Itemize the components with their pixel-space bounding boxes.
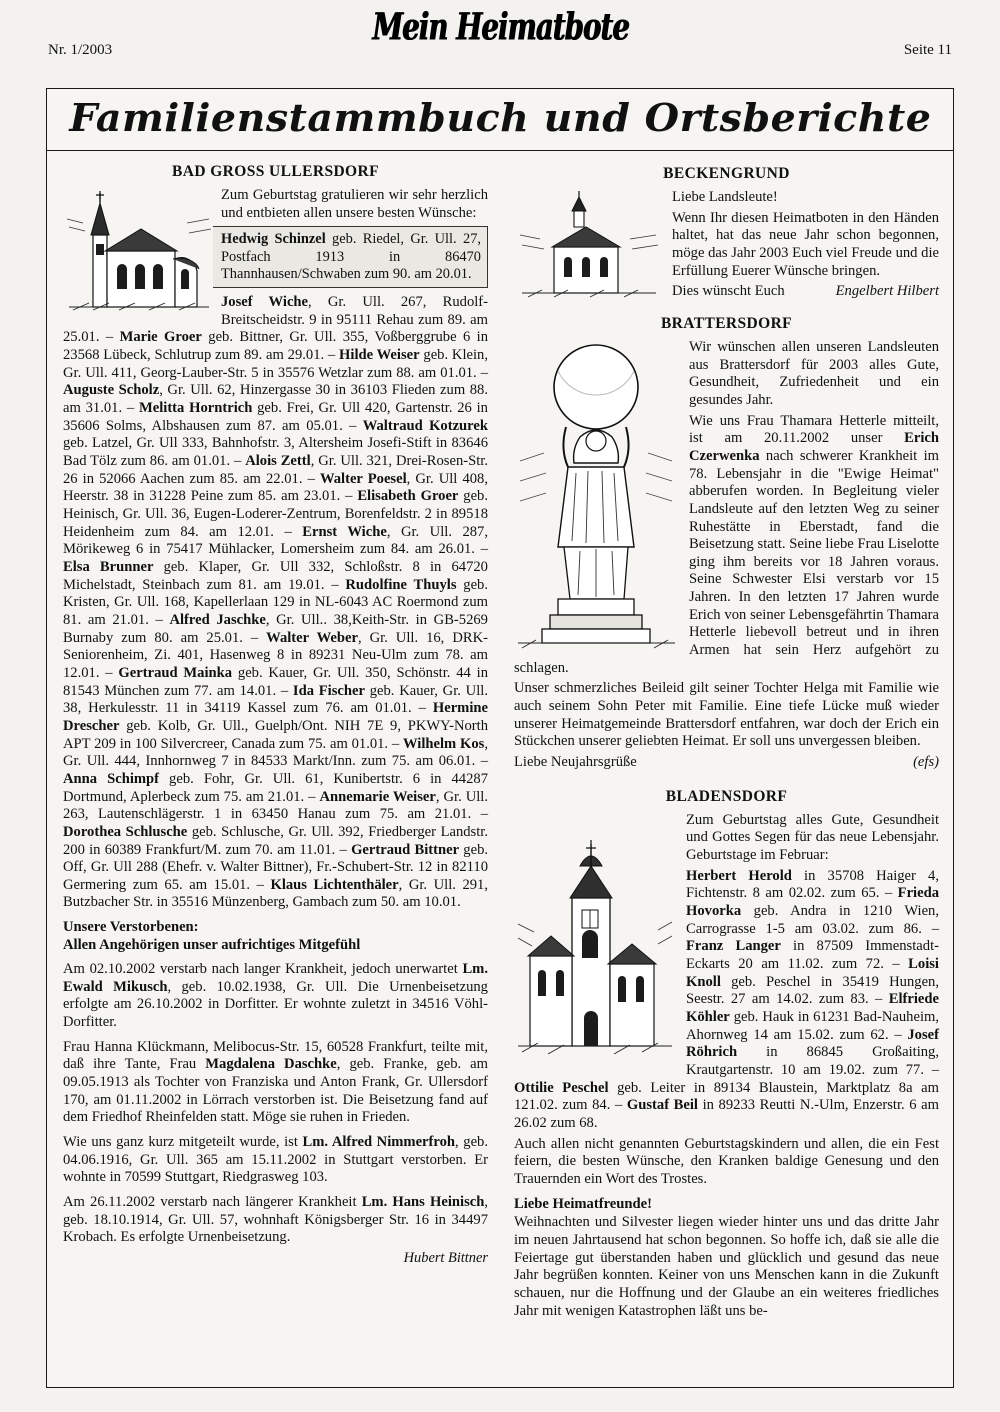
issue-number: Nr. 1/2003 [48,42,113,58]
atlas-statue-engraving-icon [514,341,679,651]
highlighted-birthday-name: Hedwig Schinzel [221,231,326,248]
section-heading-bad-gross-ullersdorf: BAD GROSS ULLERSDORF [172,163,379,180]
deceased-entry-1: Am 02.10.2002 verstarb nach langer Krankheit, jedoch unerwartet Lm. Ewald Mikusch, geb. 10.02.1938, Gr. Ull. Die Urnenbeisetzung erfolgte am 26.10.2002 in Dorfitter. Er wohnte zuletzt in 34516 Vöhl-Dorfitter. [63,961,488,1031]
left-column [47,153,500,1385]
bladensdorf-birthday-list: Herbert Herold in 35708 Haiger 4, Fichtenstr. 8 am 02.02. zum 65. – Frieda Hovorka geb. Andra in 1210 Wien, Carrograsse 1-5 am 03.02. zum 86. – Franz Langer in 87509 Immenstadt-Eckarts 20 am 11.02. zum 72. – Loisi Knoll geb. Peschel in 35419 Hungen, Seestr. 27 am 14.02. zum 83. – Elfriede Köhler geb. Hauk in 61231 Bad-Nauheim, Ahornweg 14 am 15.02. zum 62. – Josef Röhrich in 86845 Großaiting, Krautgartenstr. 10 am 19.02. zum 77. – Ottilie Peschel geb. Leiter in 89134 Blaustein, Marktplatz 8a am 121.02. zum 84. – Gustaf Beil in 89233 Reutti N.-Ulm, Enzerstr. 6 am 26.02 zum 68. [514,867,939,1131]
bladensdorf-paragraph-1: Zum Geburtstag alles Gute, Gesundheit und Gottes Segen für das neue Lebensjahr. Geburtstage im Februar: [686,811,939,863]
church-engraving-icon [63,189,213,311]
left-column-signature: Hubert Bittner [403,1249,488,1266]
highlighted-birthday-details: geb. Riedel, Gr. Ull. 27, Postfach 1913 in 86470 Thannhausen/Schwaben zum 90. am 20.01. [221,231,481,282]
brattersdorf-signature: (efs) [913,754,939,771]
brattersdorf-paragraph-2: Wie uns Frau Thamara Hetterle mitteilt, ist am 20.11.2002 unser Erich Czerwenka nach schwerer Krankheit im 78. Lebensjahr in die "Ewige Heimat" abberufen worden. In Begleitung vieler Landsleute auf den letzten Weg zu seiner Ruhestätte in Eberstadt, fand die Beisetzung statt. Seine liebe Frau Liselotte ging ihm bereits vor 18 Jahren voraus. Seine Schwester Elsi verstarb vor 15 Jahren. In den letzten 17 Jahren wurde Erich von seiner Lebensgefährtin Thamara Hetterle liebevoll betreut und in ihren Armen hat sein Herz aufgehört zu schlagen. [514,412,939,676]
deceased-entry-4: Am 26.11.2002 verstarb nach längerer Krankheit Lm. Hans Heinisch, geb. 18.10.1914, Gr. Ull. 57, wohnhaft Königsberger Str. 16 in 34497 Krobach. Es erfolgte Urnenbeisetzung. [63,1194,488,1246]
beckengrund-signature: Engelbert Hilbert [835,283,939,300]
deceased-entry-2: Frau Hanna Klückmann, Melibocus-Str. 15, 60528 Frankfurt, teilte mit, daß ihre Tante, Frau Magdalena Daschke, geb. Franke, geb. am 09.05.1913 als Tochter von Franziska und Anton Frank, Gr. Ullersdorf 170, am 01.11.2002 in Lörrach verstorben ist. Die Beisetzung fand auf dem Friedhof Rheinfelden statt. Möge sie ruhen in Frieden. [63,1038,489,1126]
birthday-list: Josef Wiche, Gr. Ull. 267, Rudolf-Breitscheidstr. 9 in 95111 Rehau zum 89. am 25.01. – Marie Groer geb. Bittner, Gr. Ull. 355, Voßberggrube 6 in 23568 Lübeck, Schlutrup zum 89. am 29.01. – Hilde Weiser geb. Klein, Gr. Ull. 411, Georg-Lauber-Str. 5 in 35576 Wetzlar zum 88. am 01.01. – Auguste Scholz, Gr. Ull. 62, Hinzergasse 30 in 36103 Flieden zum 88. am 31.01. – Melitta Horntrich geb. Frei, Gr. Ull 420, Gartenstr. 26 in 35606 Solms, Albshausen zum 87. am 05.01. – Waltraud Kotzurek geb. Latzel, Gr. Ull 333, Bahnhofstr. 3, Altersheim Josefi-Stift in 83646 Bad Tölz zum 86. am 01.01. – Alois Zettl, Gr. Ull. 321, Drei-Rosen-Str. 26 in 52066 Aachen zum 85. am 22.01. – Walter Poesel, Gr. Ull 408, Heerstr. 38 in 31228 Peine zum 85. am 23.01. – Elisabeth Groer geb. Heinisch, Gr. Ull. 36, Eugen-Loderer-Zentrum, Borenfeldstr. 2 in 89518 Heidenheim zum 84. am 12.01. – Ernst Wiche, Gr. Ull. 287, Mörikeweg 6 in 75417 Mühlacker, Lomersheim zum 84. am 26.01. – Elsa Brunner geb. Klaper, Gr. Ull 332, Schloßstr. 8 in 64720 Michelstadt, Steinbach zum 81. am 19.01. – Rudolfine Thuyls geb. Kristen, Gr. Ull. 168, Kapellerlaan 129 in NL-6043 AC Roermond zum 81. am 21.01. – Alfred Jaschke, Gr. Ull.. 38,Keith-Str. in GB-5269 Burnaby zum 80. am 25.01. – Walter Weber, Gr. Ull. 16, DRK-Seniorenheim, Zi. 401, Hasenweg 8 in 89231 Neu-Ulm zum 78. am 12.01. – Gertraud Mainka geb. Kauer, Gr. Ull. 350, Schönstr. 44 in 81543 München zum 77. am 14.01. – Ida Fischer geb. Kauer, Gr. Ull. 38, Herkulesstr. 11 in 34119 Kassel zum 76. am 01.01. – Hermine Drescher geb. Kolb, Gr. Ull., Guelph/Ont. NIH 7E 9, PKWY-North APT 209 in 100 Silvercreer, Canada zum 75. am 01.01. – Wilhelm Kos, Gr. Ull. 444, Innhornweg 7 in 84533 Markt/Inn. zum 75. am 06.01. – Anna Schimpf geb. Fohr, Gr. Ull. 61, Kunibertstr. 6 in 44287 Dortmund, Aplerbeck zum 75. am 21.01. – Annemarie Weiser, Gr. Ull. 263, Lautenschlägerstr. 1 in 63450 Hanau zum 75. am 21.01. – Dorothea Schlusche geb. Schlusche, Gr. Ull. 392, Friedberger Landstr. 200 in 60389 Frankfurt/M. zum 70. am 11.01. – Gertraud Bittner geb. Off, Gr. Ull 288 (Ehefr. v. Walter Bittner), Fr.-Schubert-Str. 12 in 82110 Germering zum 65. am 15.01. – Klaus Lichtenthäler, Gr. Ull. 291, Butzbacher Str. in 35516 Münzenberg, Gambach zum 50. am 10.01. [63,294,489,911]
brattersdorf-paragraph-1: Wir wünschen allen unseren Landsleuten aus Brattersdorf für 2003 alles Gute, Gesundheit, Zufriedenheit und ein gesundes Jahr. [689,338,939,408]
section-heading-brattersdorf: BRATTERSDORF [660,314,793,332]
right-column [500,153,953,1385]
brattersdorf-paragraph-3: Unser schmerzliches Beileid gilt seiner Tochter Helga mit Familie wie auch seinem Sohn Peter mit Familie. Eine tiefe Lücke muß wieder unserer Heimatgemeinde Brattersdorf entfahren, war doch der Erich ein Stückchen unserer geliebten Heimat. Er soll uns unvergessen bleiben. [514,680,939,750]
heimatfreunde-heading: Liebe Heimatfreunde! [514,1196,652,1213]
beckengrund-body: Wenn Ihr diesen Heimatboten in den Händen haltet, hat das neue Jahr schon begonnen, möge das Jahr 2003 Euch viel Freude und die Erfüllung Euerer Wünsche bringen. [672,209,939,279]
baroque-church-engraving-icon [514,814,676,1064]
two-column-body [47,153,953,1385]
beckengrund-closing: Dies wünscht Euch [672,283,785,300]
deceased-entry-3: Wie uns ganz kurz mitgeteilt wurde, ist Lm. Alfred Nimmerfroh, geb. 04.06.1916, Gr. Ull. 365 am 15.11.2002 in Stuttgart verstorben. Er wohnte in 70599 Stuttgart, Riedgrasweg 103. [63,1134,488,1186]
brattersdorf-closing: Liebe Neujahrsgrüße [514,754,637,771]
content-frame [46,88,954,1388]
beckengrund-salutation: Liebe Landsleute! [672,189,778,205]
page-number: Seite 11 [903,42,952,58]
deceased-heading: Unsere Verstorbenen: [63,919,199,936]
bladensdorf-paragraph-3: Weihnachten und Silvester liegen wieder hinter uns und das dritte Jahr im neuen Jahrtausend hat schon begonnen. So hoffe ich, daß sie alle die Feiertage gut überstanden haben und glücklich und gesund das neue Jahr begrüßen konnten. Keiner von uns Menschen kann in die Zukunft schauen, nur die Hoffnung und der Glaube an ein weiteres friedliches Jahr mit wenigen Katastrophen läßt uns be- [514,1214,939,1319]
deceased-subheading: Allen Angehörigen unser aufrichtiges Mitgefühl [63,937,361,954]
birthday-intro: Zum Geburtstag gratulieren wir sehr herzlich und entbieten allen unsere besten Wünsche: [221,187,488,221]
section-heading-beckengrund: BECKENGRUND [663,165,790,182]
issue-line [48,42,952,59]
small-chapel-engraving-icon [514,189,664,301]
section-heading-bladensdorf: BLADENSDORF [665,787,788,805]
bladensdorf-paragraph-2: Auch allen nicht genannten Geburtstagskindern und allen, die ein Fest feiern, die besten Wünsche, den Kranken baldige Genesung und den Trauernden ein Wort des Trostes. [514,1135,939,1187]
section-banner [47,89,953,151]
publication-title: Mein Heimatbote [371,5,629,50]
banner-title: Familienstammbuch und Ortsberichte [69,95,931,140]
